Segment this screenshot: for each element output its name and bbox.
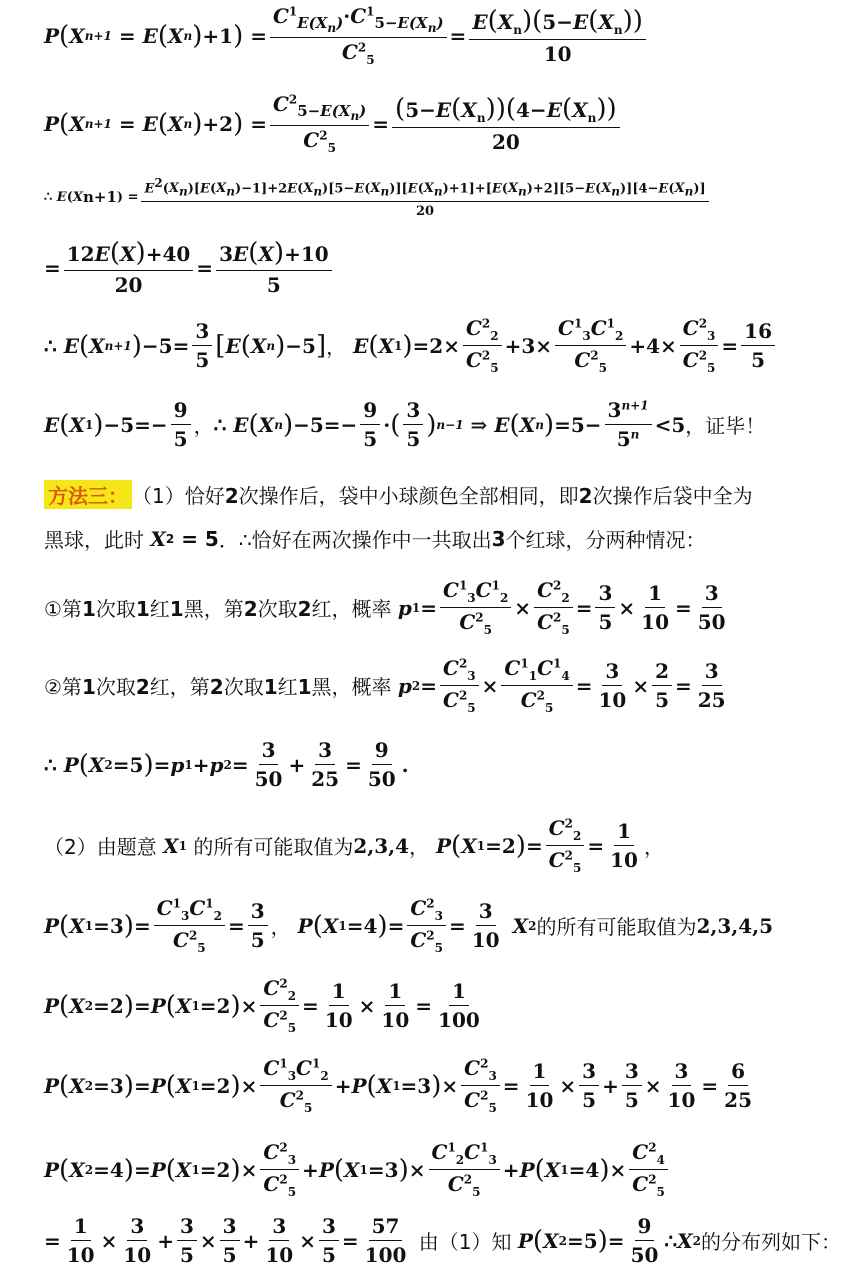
part-two-intro: （2）由题意 X 1 的所有可能取值为 2,3,4 ， P ( X 1 =2 ) = $\frac{C^2_2}{C^2_5}$ = $\frac{1}{10}$ ， bbox=[44, 816, 664, 875]
formula-p-plus-two: P ( X n+1 = E ( X n ) +2 ) = $\frac{C^2_{5-E(X_n)}}{C^2_5}$ = $\frac{(5-E(X_n))(4-E(X_n))}{20}$ bbox=[44, 92, 623, 155]
p-x2-equals-4-result: = $\frac{1}{10}$ × $\frac{3}{10}$ + $\frac{3}{5}$ × $\frac{3}{5}$ + $\frac{3}{10}$ × $\frac{3}{5}$ = $\frac{57}{100}$ 由（1）知 P ( X 2 =5 ) = $\frac{9}{50}$ ∴ X 2 的分布列如下： bbox=[44, 1214, 842, 1267]
p-x2-equals-2: P ( X 2 =2 ) = P ( X 1 =2 ) × $\frac{C^2_2}{C^2_5}$ = $\frac{1}{10}$ × $\frac{1}{10}$ = $\frac{1}{100}$ bbox=[44, 976, 480, 1035]
method-label: 方法三： bbox=[44, 480, 132, 509]
formula-expectation-recurrence: ∴ E ( X n+1 ) = $E^2(X_n)[E(X_n)-1]+2E(X_n)[5-E(X_n)][E(X_n)+1]+[E(X_n)+2][5-E(X_n)][4-E(X_n)]$ 20 bbox=[44, 176, 712, 219]
formula-p-plus-one: P ( X n+1 = E ( X n ) +1 ) = $\frac{C^1_{E(X_n)}\cdot C^1_{5-E(X_n)}}{C^2_5}$ = $\frac{E(X_n)(5-E(X_n))}{10}$ bbox=[44, 4, 649, 67]
formula-conclusion: E ( X 1 ) −5=− $\frac{9}{5}$ ， ∴ E ( X n ) −5=− $\frac{9}{5}$ · ( $\frac{3}{5}$ ) n−1 ⇒ E ( X n ) =5− $\frac{3^{n+1}}{5^n}$ <5 ，证毕！ bbox=[44, 398, 766, 451]
p-x2-equals-3: P ( X 2 =3 ) = P ( X 1 =2 ) × $\frac{C^1_3C^1_2}{C^2_5}$ + P ( X 1 =3 ) × $\frac{C^2_3}{C^2_5}$ = $\frac{1}{10}$ × $\frac{3}{5}$ + $\frac{3}{5}$ × $\frac{3}{10}$ = $\frac{6}{25}$ bbox=[44, 1056, 752, 1115]
p-x2-equals-4: P ( X 2 =4 ) = P ( X 1 =2 ) × $\frac{C^2_3}{C^2_5}$ + P ( X 1 =3 ) × $\frac{C^1_2C^1_3}{C^2_5}$ + P ( X 1 =4 ) × $\frac{C^2_4}{C^2_5}$ bbox=[44, 1140, 671, 1199]
formula-ex1: ∴ E ( X n+1 ) −5= $\frac{3}{5}$ [ E ( X n ) −5 ] ， E ( X 1 ) =2× $\frac{C^2_2}{C^2_5}$ +3× $\frac{C^1_3C^1_2}{C^2_5}$ +4× $\frac{C^2_3}{C^2_5}$ = $\frac{16}{5}$ bbox=[44, 316, 778, 375]
p-x2-equals-5: ∴ P ( X 2 =5 ) = p 1 + p 2 = $\frac{3}{50}$ + $\frac{3}{25}$ = $\frac{9}{50}$ . bbox=[44, 738, 409, 791]
method-three-intro: 方法三： （1）恰好2次操作后，袋中小球颜色全部相同，即2次操作后袋中全为 bbox=[44, 480, 753, 509]
formula-simplified: = $\frac{12E(X)+40}{20}$ = $\frac{3E(X)+10}{5}$ bbox=[44, 238, 335, 297]
method-three-line2: 黑球，此时 X 2 = 5 ．∴恰好在两次操作中一共取出 3 个红球，分两种情况： bbox=[44, 526, 706, 552]
case-two: ②第1次取2红，第2次取1红1黑，概率 p 2 = $\frac{C^2_3}{C^2_5}$ × $\frac{C^1_1C^1_4}{C^2_5}$ = $\frac{3}{10}$ × $\frac{2}{5}$ = $\frac{3}{25}$ bbox=[44, 656, 726, 715]
p-x1-values: P ( X 1 =3 ) = $\frac{C^1_3C^1_2}{C^2_5}$ = $\frac{3}{5}$ ， P ( X 1 =4 ) = $\frac{C^2_3}{C^2_5}$ = $\frac{3}{10}$ X 2 的所有可能取值为 2,3,4,5 bbox=[44, 896, 774, 955]
case-one: ①第1次取1红1黑，第2次取2红，概率 p 1 = $\frac{C^1_3C^1_2}{C^2_5}$ × $\frac{C^2_2}{C^2_5}$ = $\frac{3}{5}$ × $\frac{1}{10}$ = $\frac{3}{50}$ bbox=[44, 578, 726, 637]
